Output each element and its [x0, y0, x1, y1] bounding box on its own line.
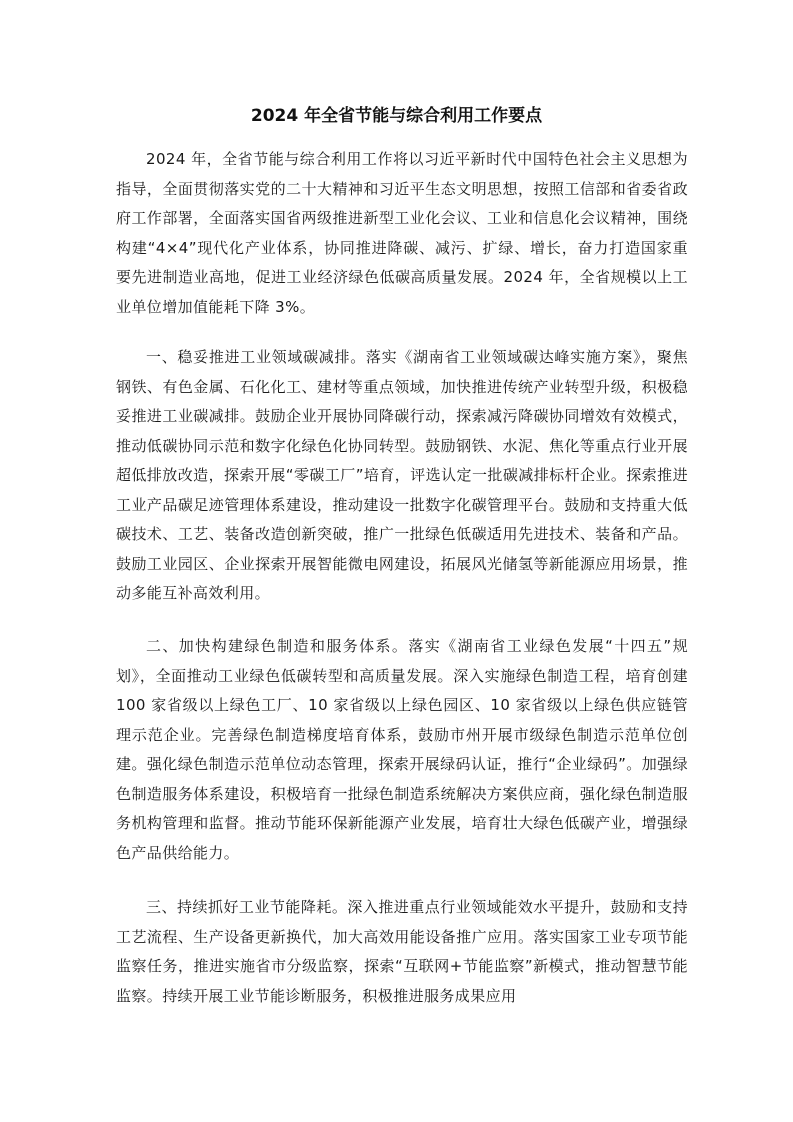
- page-title: 2024 年全省节能与综合利用工作要点: [250, 106, 543, 126]
- paragraph-section-2: 二、加快构建绿色制造和服务体系。落实《湖南省工业绿色发展“十四五”规划》，全面推动工业绿色低碳转型和高质量发展。深入实施绿色制造工程，培育创建 100 家省级以上绿色工厂、10 家省级以上绿色园区、10 家省级以上绿色供应链管理示范企业。完善绿色制造梯度培育体系，鼓励市州开展市级绿色制造示范单位创建。强化绿色制造示范单位动态管理，探索开展绿码认证，推行“企业绿码”。加强绿色制造服务体系建设，积极培育一批绿色制造系统解决方案供应商，强化绿色制造服务机构管理和监督。推动节能环保新能源产业发展，培育壮大绿色低碳产业，增强绿色产品供给能力。: [116, 637, 688, 862]
- paragraph-intro: 2024 年，全省节能与综合利用工作将以习近平新时代中国特色社会主义思想为指导，全面贯彻落实党的二十大精神和习近平生态文明思想，按照工信部和省委省政府工作部署，全面落实国省两级推进新型工业化会议、工业和信息化会议精神，围绕构建“4×4”现代化产业体系，协同推进降碳、减污、扩绿、增长，奋力打造国家重要先进制造业高地，促进工业经济绿色低碳高质量发展。2024 年，全省规模以上工业单位增加值能耗下降 3%。: [116, 150, 688, 316]
- paragraph-section-3: 三、持续抓好工业节能降耗。深入推进重点行业领域能效水平提升，鼓励和支持工艺流程、生产设备更新换代，加大高效用能设备推广应用。落实国家工业专项节能监察任务，推进实施省市分级监察，探索“互联网+节能监察”新模式，推动智慧节能监察。持续开展工业节能诊断服务，积极推进服务成果应用: [116, 898, 688, 1005]
- paragraph-section-1: 一、稳妥推进工业领域碳减排。落实《湖南省工业领域碳达峰实施方案》，聚焦钢铁、有色金属、石化化工、建材等重点领域，加快推进传统产业转型升级，积极稳妥推进工业碳减排。鼓励企业开展协同降碳行动，探索减污降碳协同增效有效模式，推动低碳协同示范和数字化绿色化协同转型。鼓励钢铁、水泥、焦化等重点行业开展超低排放改造，探索开展“零碳工厂”培育，评选认定一批碳减排标杆企业。探索推进工业产品碳足迹管理体系建设，推动建设一批数字化碳管理平台。鼓励和支持重大低碳技术、工艺、装备改造创新突破，推广一批绿色低碳适用先进技术、装备和产品。鼓励工业园区、企业探索开展智能微电网建设，拓展风光储氢等新能源应用场景，推动多能互补高效利用。: [116, 348, 688, 602]
